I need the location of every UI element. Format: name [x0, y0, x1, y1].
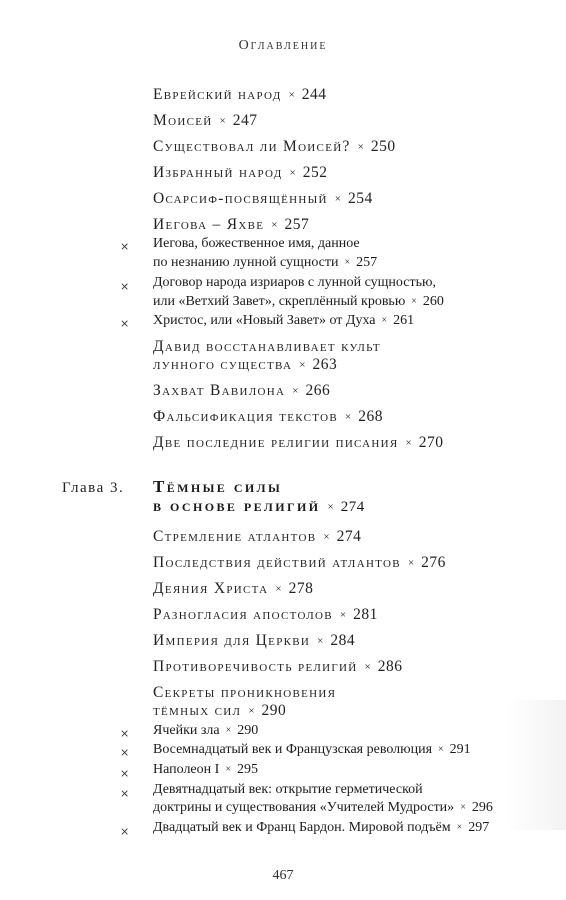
- separator-mark: ×: [334, 193, 341, 205]
- entry-title: тёмных сил: [153, 702, 242, 719]
- bullet-mark: ×: [120, 240, 130, 253]
- entry-page: 263: [312, 356, 338, 373]
- entry-page: 254: [347, 190, 373, 207]
- bullet-mark: ×: [120, 746, 130, 759]
- entry-page: 274: [336, 528, 362, 545]
- separator-mark: ×: [225, 725, 232, 736]
- toc-entry: [153, 164, 327, 182]
- toc-subentry: [153, 255, 377, 271]
- subentry-page: 295: [236, 762, 258, 777]
- toc-entry: [153, 86, 327, 104]
- entry-page: 247: [232, 112, 258, 129]
- entry-page: 290: [261, 702, 287, 719]
- toc-entry: [153, 190, 373, 208]
- entry-page: 266: [305, 382, 331, 399]
- toc-entry: [153, 658, 402, 676]
- toc-subentry-line: Иегова, божественное имя, данное: [153, 236, 360, 251]
- running-header: Оглавление: [238, 38, 328, 53]
- subentry-text: или «Ветхий Завет», скреплённый кровью: [153, 294, 406, 309]
- separator-mark: ×: [225, 764, 231, 775]
- bullet-mark: ×: [120, 317, 130, 330]
- toc-subentry-line: Девятнадцатый век: открытие герметической: [153, 782, 423, 797]
- separator-mark: ×: [357, 141, 364, 153]
- toc-subentry: [153, 820, 489, 836]
- entry-page: 278: [288, 580, 314, 597]
- toc-subentry: [153, 294, 444, 310]
- separator-mark: ×: [407, 557, 415, 569]
- entry-title: Осарсиф-посвящённый: [153, 190, 328, 207]
- toc-entry: [153, 554, 446, 572]
- entry-page: 284: [330, 632, 356, 649]
- subentry-page: 257: [356, 255, 378, 270]
- separator-mark: ×: [339, 609, 347, 621]
- entry-page: 252: [302, 164, 328, 181]
- chapter-title-line: Тёмные силы: [153, 477, 283, 496]
- separator-mark: ×: [289, 167, 296, 179]
- chapter-title: [153, 496, 365, 516]
- separator-mark: ×: [411, 296, 417, 307]
- toc-entry: [153, 408, 383, 426]
- entry-title: Существовал ли Моисей?: [153, 138, 351, 155]
- toc-subentry: [153, 742, 471, 758]
- separator-mark: ×: [460, 802, 466, 813]
- subentry-page: 290: [237, 723, 259, 738]
- entry-title: Противоречивость религий: [153, 658, 358, 675]
- entry-title: Моисей: [153, 112, 213, 129]
- entry-page: 244: [301, 86, 327, 103]
- subentry-page: 260: [422, 294, 444, 309]
- toc-entry: [153, 606, 378, 624]
- toc-entry: [153, 112, 257, 130]
- entry-title: Деяния Христа: [153, 580, 269, 597]
- separator-mark: ×: [219, 115, 226, 127]
- toc-entry-line: Давид восстанавливает культ: [153, 338, 381, 355]
- toc-entry: [153, 356, 337, 374]
- bullet-mark: ×: [120, 280, 130, 293]
- toc-entry: [153, 702, 286, 720]
- separator-mark: ×: [271, 219, 278, 231]
- entry-title: Последствия действий атлантов: [153, 554, 401, 571]
- entry-title: Избранный народ: [153, 164, 283, 181]
- page-edge-shadow: [506, 700, 566, 830]
- entry-title: Империя для Церкви: [153, 632, 311, 649]
- entry-title: лунного существа: [153, 356, 293, 373]
- bullet-mark: ×: [120, 825, 130, 838]
- chapter-page: 274: [340, 499, 365, 515]
- toc-subentry: [153, 723, 258, 739]
- separator-mark: ×: [288, 89, 295, 101]
- toc-subentry: [153, 800, 493, 816]
- separator-mark: ×: [317, 635, 324, 647]
- subentry-page: 297: [468, 820, 490, 835]
- entry-page: 281: [353, 606, 378, 623]
- toc-entry: [153, 632, 355, 650]
- toc-entry: [153, 580, 313, 598]
- subentry-page: 261: [393, 313, 415, 328]
- entry-title: Две последние религии писания: [153, 434, 399, 451]
- toc-entry: [153, 382, 330, 400]
- separator-mark: ×: [327, 501, 334, 513]
- toc-entry-line: Секреты проникновения: [153, 684, 337, 701]
- entry-title: Захват Вавилона: [153, 382, 286, 399]
- subentry-text: Наполеон I: [153, 762, 220, 777]
- separator-mark: ×: [438, 744, 444, 755]
- subentry-page: 291: [449, 742, 471, 757]
- entry-page: 276: [421, 554, 446, 571]
- separator-mark: ×: [323, 531, 330, 543]
- bullet-mark: ×: [120, 787, 130, 800]
- separator-mark: ×: [275, 583, 282, 595]
- toc-entry: [153, 434, 444, 452]
- entry-title: Стремление атлантов: [153, 528, 317, 545]
- subentry-page: 296: [471, 800, 493, 815]
- entry-page: 286: [377, 658, 403, 675]
- entry-title: Иегова – Яхве: [153, 216, 265, 233]
- entry-page: 270: [418, 434, 444, 451]
- separator-mark: ×: [344, 257, 351, 268]
- entry-page: 250: [370, 138, 396, 155]
- bullet-mark: ×: [120, 727, 130, 740]
- bullet-mark: ×: [120, 767, 130, 780]
- separator-mark: ×: [248, 705, 255, 717]
- entry-title: Еврейский народ: [153, 86, 282, 103]
- subentry-text: Ячейки зла: [153, 723, 220, 738]
- subentry-text: Двадцатый век и Франц Бардон. Мировой подъём: [153, 820, 451, 835]
- page-number: 467: [272, 868, 294, 883]
- subentry-text: по незнанию лунной сущности: [153, 255, 339, 270]
- entry-page: 257: [284, 216, 310, 233]
- entry-page: 268: [358, 408, 383, 425]
- subentry-text: Восемнадцатый век и Французская революция: [153, 742, 433, 757]
- entry-title: Фальсификация текстов: [153, 408, 338, 425]
- entry-title: Разногласия апостолов: [153, 606, 333, 623]
- toc-entry: [153, 216, 309, 234]
- subentry-text: доктрины и существования «Учителей Мудрости»: [153, 800, 455, 815]
- separator-mark: ×: [405, 437, 412, 449]
- separator-mark: ×: [299, 359, 306, 371]
- separator-mark: ×: [364, 661, 371, 673]
- subentry-text: Христос, или «Новый Завет» от Духа: [153, 313, 376, 328]
- chapter-title-text: в основе религий: [153, 496, 321, 515]
- chapter-label: Глава 3.: [62, 480, 125, 496]
- toc-entry: [153, 528, 361, 546]
- separator-mark: ×: [292, 385, 299, 397]
- separator-mark: ×: [456, 822, 463, 833]
- toc-entry: [153, 138, 396, 156]
- separator-mark: ×: [381, 315, 388, 326]
- toc-subentry: [153, 313, 414, 329]
- toc-subentry: [153, 762, 258, 778]
- toc-subentry-line: Договор народа изриаров с лунной сущностью,: [153, 275, 436, 290]
- separator-mark: ×: [344, 411, 352, 423]
